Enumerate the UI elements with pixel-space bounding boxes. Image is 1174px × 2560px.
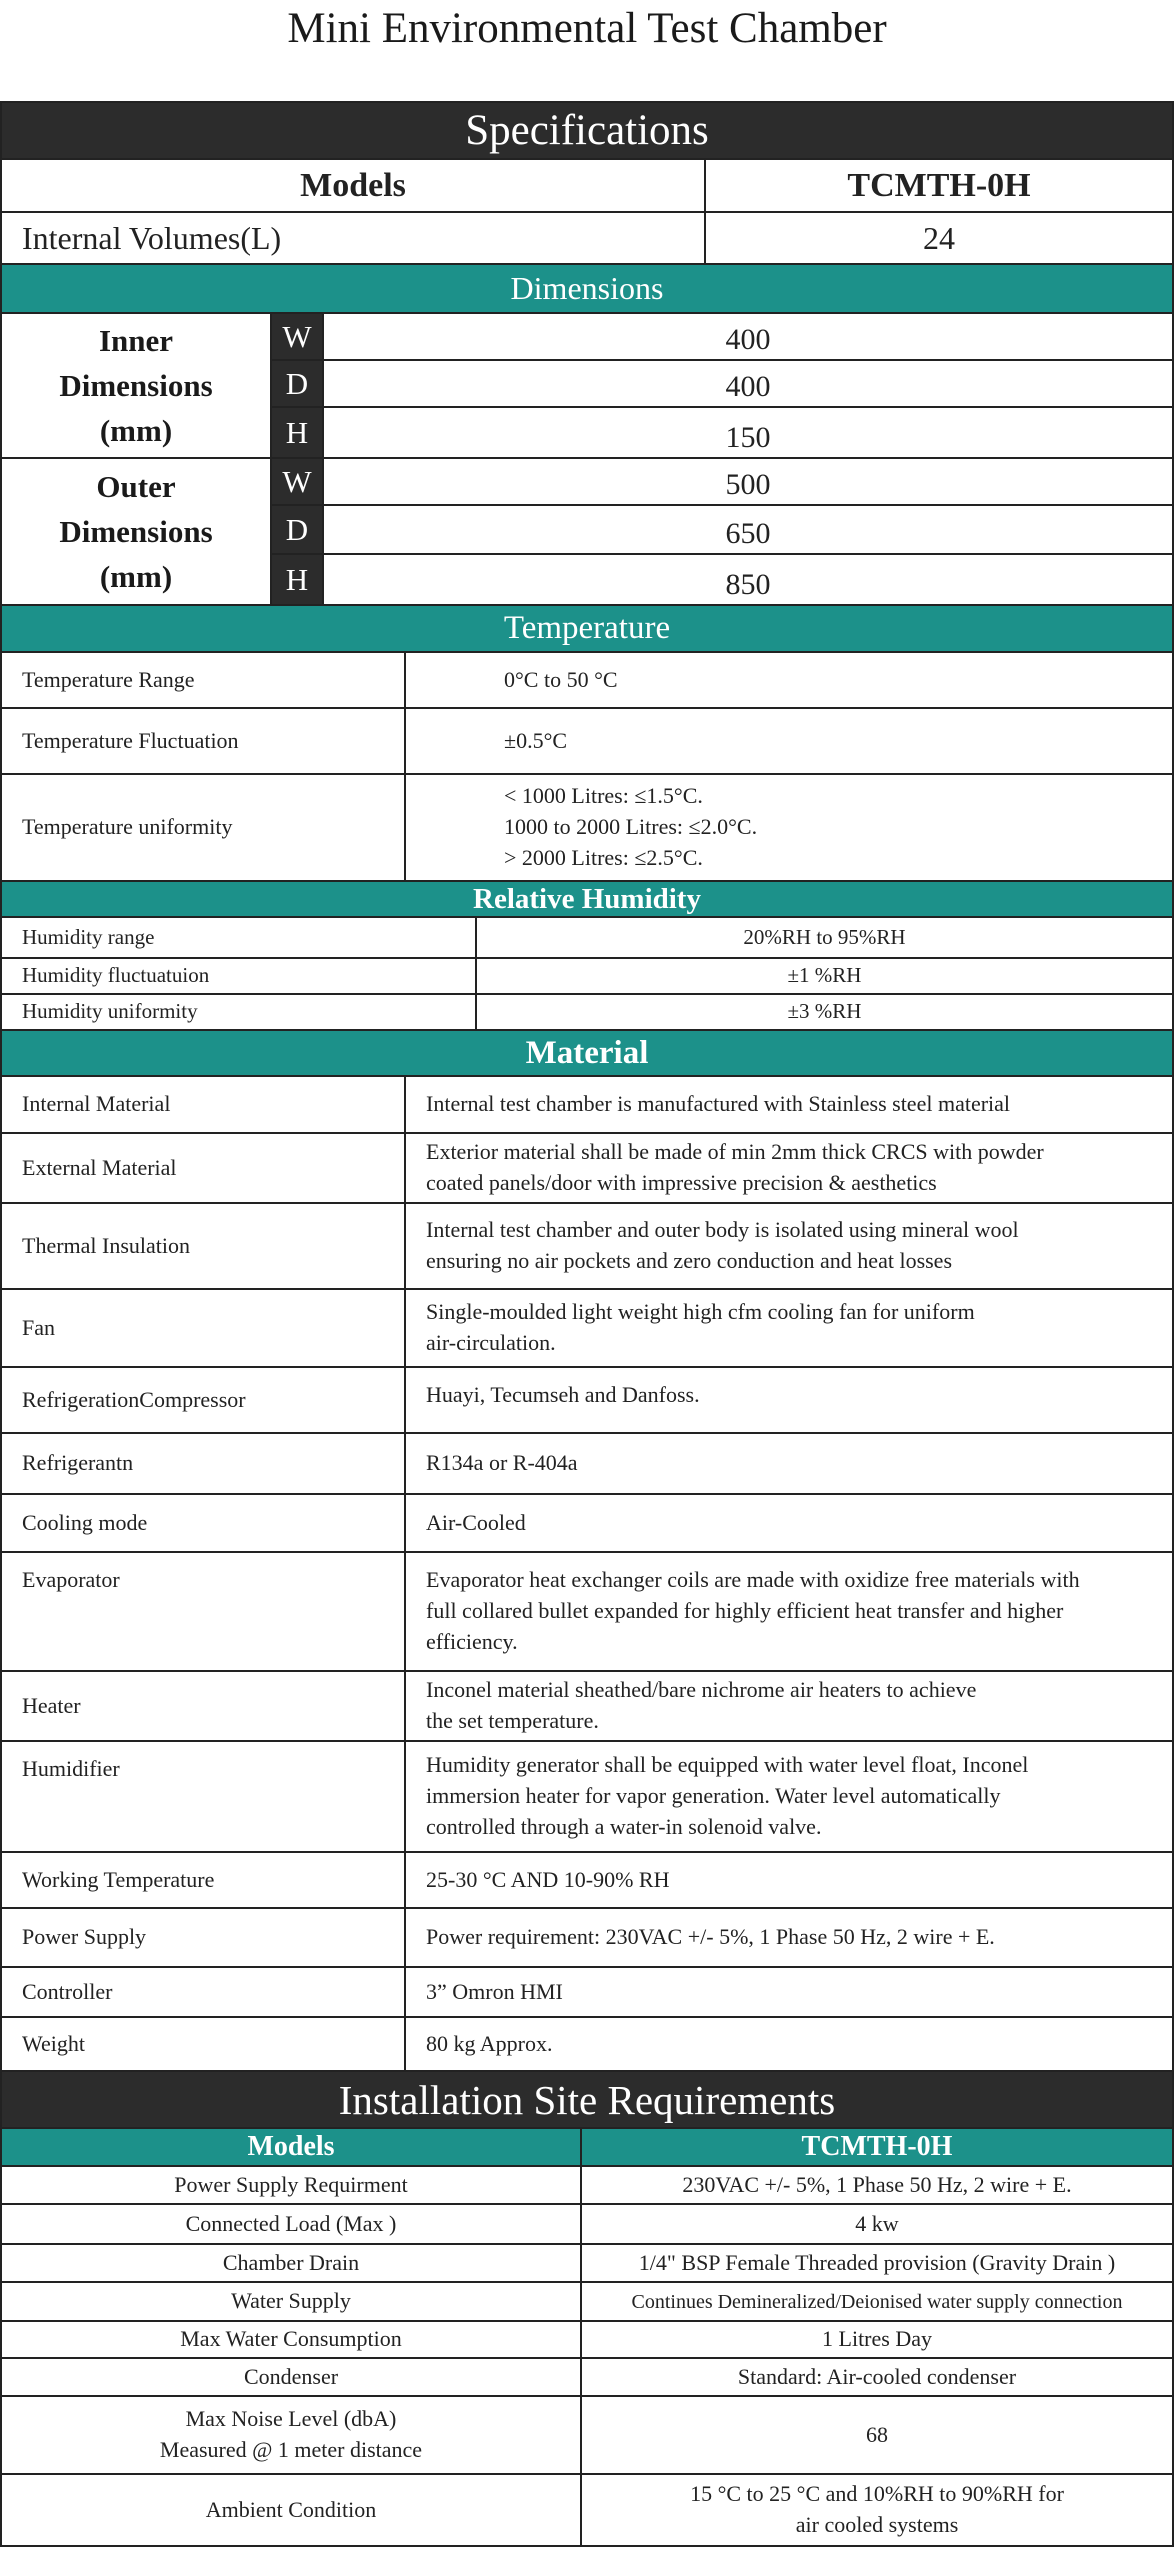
temperature-heading: Temperature [0, 606, 1174, 653]
models-row [0, 160, 1174, 213]
row-label: Max Water Consumption [2, 2322, 582, 2357]
row-label: Power Supply Requirment [2, 2167, 582, 2203]
row-label: Condenser [2, 2359, 582, 2395]
row-label: Controller [2, 1968, 406, 2016]
volume-label: Internal Volumes(L) [2, 213, 706, 263]
row-value: Air-Cooled [426, 1509, 526, 1535]
row-value: Huayi, Tecumseh and Danfoss. [426, 1382, 700, 1407]
outer-depth-row [272, 506, 1172, 555]
model-name: TCMTH-0H [847, 166, 1031, 204]
inner-height-value: 150 [725, 421, 771, 454]
material-row [0, 1742, 1174, 1853]
row-value: Internal test chamber and outer body is isolated using mineral wool ensuring no air pockets and zero conduction and heat losses [426, 1217, 1019, 1273]
installation-model-name: TCMTH-0H [801, 2131, 953, 2163]
row-value: Single-moulded light weight high cfm cooling fan for uniform air-circulation. [426, 1299, 975, 1355]
row-value: 1/4" BSP Female Threaded provision (Gravity Drain ) [638, 2249, 1116, 2275]
installation-row [0, 2283, 1174, 2322]
row-label: RefrigerationCompressor [2, 1368, 406, 1432]
material-row [0, 1134, 1174, 1204]
outer-dimensions-label: Outer Dimensions (mm) [2, 459, 272, 604]
inner-width-row [272, 314, 1172, 361]
material-row [0, 1495, 1174, 1553]
row-label: Heater [2, 1672, 406, 1740]
row-label: Humidity range [2, 918, 477, 957]
temperature-uniformity-row [0, 775, 1174, 882]
row-label: Temperature Range [2, 653, 406, 707]
material-row [0, 1434, 1174, 1495]
inner-dimensions [0, 314, 1174, 459]
material-row [0, 2018, 1174, 2072]
page-title: Mini Environmental Test Chamber [287, 5, 887, 52]
installation-row [0, 2475, 1174, 2547]
row-label: Cooling mode [2, 1495, 406, 1551]
row-label: Temperature Fluctuation [2, 709, 406, 773]
material-heading: Material [0, 1031, 1174, 1077]
row-value: ±0.5°C [504, 727, 568, 753]
row-label: Max Noise Level (dbA) Measured @ 1 meter distance [2, 2397, 582, 2473]
row-label: Humidity fluctuatuion [2, 959, 477, 993]
row-value: 20%RH to 95%RH [743, 924, 906, 949]
row-value: Evaporator heat exchanger coils are made with oxidize free materials with full collared bullet expanded for highly efficient heat transfer and higher efficiency. [426, 1567, 1080, 1654]
material-row [0, 1368, 1174, 1434]
inner-width-value: 400 [725, 323, 771, 356]
outer-height-row [272, 555, 1172, 604]
specifications-heading: Specifications [0, 101, 1174, 160]
row-value: Continues Demineralized/Deionised water supply connection [631, 2290, 1123, 2313]
row-label: Water Supply [2, 2283, 582, 2320]
row-label: Humidity uniformity [2, 995, 477, 1029]
material-row [0, 1968, 1174, 2018]
row-value: Humidity generator shall be equipped with water level float, Inconel immersion heater for vapor generation. Water level automatically controlled through a water-in solenoid valve. [426, 1752, 1029, 1839]
row-label: Humidifier [2, 1742, 406, 1851]
row-value: ±1 %RH [787, 963, 862, 988]
material-row [0, 1672, 1174, 1742]
volume-row [0, 213, 1174, 265]
row-label: Chamber Drain [2, 2245, 582, 2281]
humidity-range-row [0, 918, 1174, 959]
row-value: ±3 %RH [787, 999, 862, 1024]
installation-heading: Installation Site Requirements [0, 2072, 1174, 2129]
row-value: 1 Litres Day [822, 2326, 932, 2352]
axis-label: W [272, 314, 324, 359]
material-row [0, 1553, 1174, 1672]
installation-models-label: Models [2, 2129, 582, 2165]
outer-height-value: 850 [725, 568, 771, 601]
row-value: Standard: Air-cooled condenser [737, 2363, 1017, 2389]
row-label: Thermal Insulation [2, 1204, 406, 1288]
row-value: 15 °C to 25 °C and 10%RH to 90%RH for air cooled systems [690, 2481, 1064, 2537]
volume-value: 24 [923, 219, 955, 256]
material-row [0, 1290, 1174, 1368]
dimensions-heading: Dimensions [0, 265, 1174, 314]
humidity-fluctuation-row [0, 959, 1174, 995]
outer-depth-value: 650 [725, 517, 771, 550]
temperature-range-row [0, 653, 1174, 709]
axis-label: W [272, 459, 324, 504]
row-value: Exterior material shall be made of min 2mm thick CRCS with powder coated panels/door with impressive precision & aesthetics [426, 1139, 1044, 1195]
row-label: Fan [2, 1290, 406, 1366]
row-label: Temperature uniformity [2, 775, 406, 880]
axis-label: H [272, 408, 324, 457]
inner-height-row [272, 408, 1172, 457]
row-label: Evaporator [2, 1553, 406, 1670]
row-value: 230VAC +/- 5%, 1 Phase 50 Hz, 2 wire + E. [682, 2171, 1072, 2197]
outer-dimensions [0, 459, 1174, 606]
row-label: Power Supply [2, 1909, 406, 1966]
row-label: Refrigerantn [2, 1434, 406, 1493]
spec-sheet [0, 101, 1174, 2547]
installation-row [0, 2397, 1174, 2475]
installation-row [0, 2245, 1174, 2283]
installation-models-row [0, 2129, 1174, 2167]
row-value: R134a or R-404a [426, 1450, 578, 1476]
axis-label: H [272, 555, 324, 604]
material-row [0, 1077, 1174, 1134]
row-value: Power requirement: 230VAC +/- 5%, 1 Phase 50 Hz, 2 wire + E. [426, 1924, 995, 1950]
axis-label: D [272, 361, 324, 406]
row-value: Internal test chamber is manufactured with Stainless steel material [426, 1091, 1011, 1117]
row-value: 68 [866, 2421, 888, 2447]
material-row [0, 1204, 1174, 1290]
humidity-uniformity-row [0, 995, 1174, 1031]
axis-label: D [272, 506, 324, 553]
models-label: Models [2, 160, 706, 211]
row-label: Internal Material [2, 1077, 406, 1132]
installation-row [0, 2322, 1174, 2359]
row-label: External Material [2, 1134, 406, 1202]
installation-row [0, 2205, 1174, 2245]
row-value: Inconel material sheathed/bare nichrome air heaters to achieve the set temperature. [426, 1677, 977, 1733]
row-value: 3” Omron HMI [426, 1978, 563, 2004]
row-label: Ambient Condition [2, 2475, 582, 2545]
inner-dimensions-label: Inner Dimensions (mm) [2, 314, 272, 457]
row-label: Weight [2, 2018, 406, 2070]
inner-depth-row [272, 361, 1172, 408]
row-value: < 1000 Litres: ≤1.5°C. 1000 to 2000 Litres: ≤2.0°C. > 2000 Litres: ≤2.5°C. [504, 783, 758, 870]
row-label: Working Temperature [2, 1853, 406, 1907]
row-label: Connected Load (Max ) [2, 2205, 582, 2243]
row-value: 4 kw [855, 2210, 899, 2236]
material-row [0, 1853, 1174, 1909]
humidity-heading: Relative Humidity [0, 882, 1174, 918]
row-value: 80 kg Approx. [426, 2030, 553, 2056]
material-row [0, 1909, 1174, 1968]
installation-row [0, 2359, 1174, 2397]
outer-width-value: 500 [725, 468, 771, 501]
inner-depth-value: 400 [725, 370, 771, 403]
temperature-fluctuation-row [0, 709, 1174, 775]
row-value: 25-30 °C AND 10-90% RH [426, 1866, 670, 1892]
outer-width-row [272, 459, 1172, 506]
row-value: 0°C to 50 °C [504, 666, 618, 692]
installation-row [0, 2167, 1174, 2205]
